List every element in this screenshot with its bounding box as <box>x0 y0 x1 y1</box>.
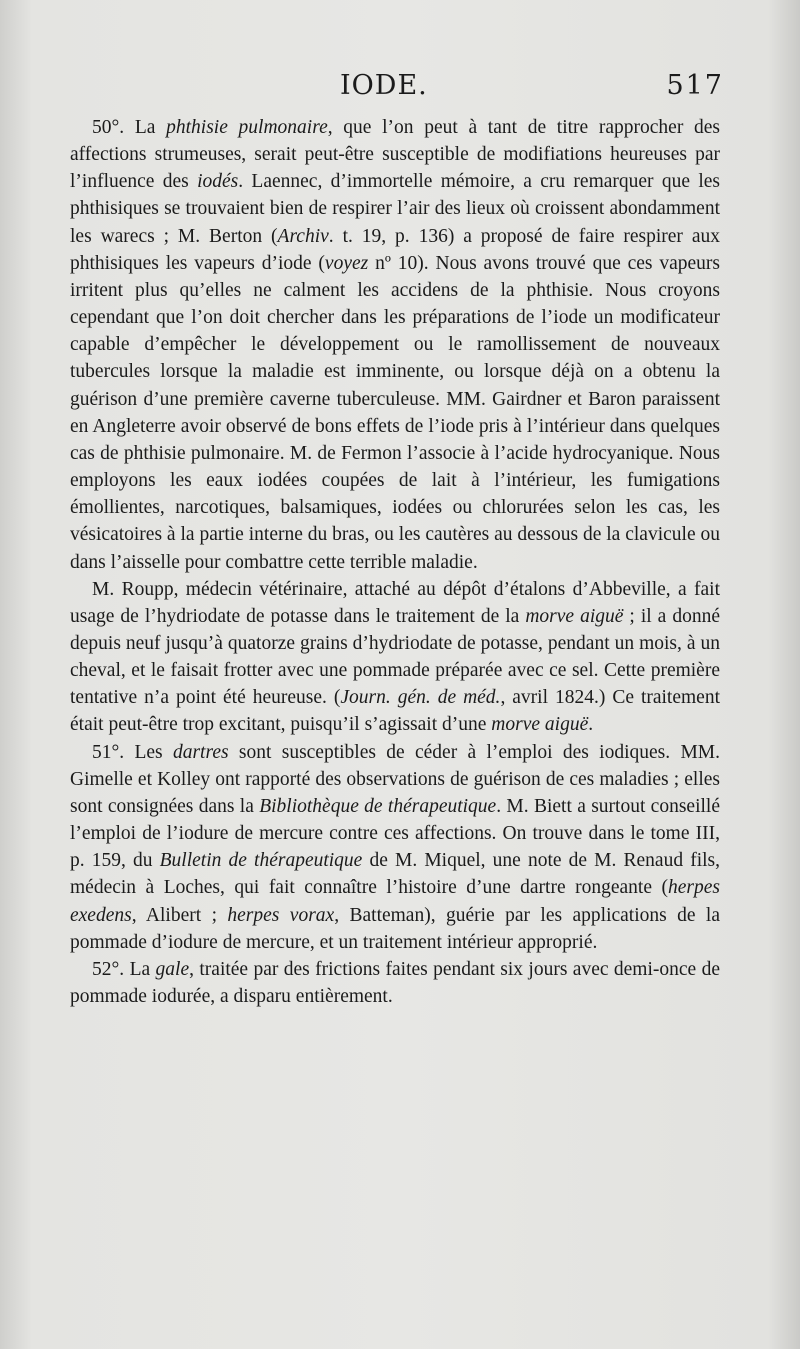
text-run: , Batteman), guérie par les applications de la pommade d’iodure de mercure, et un traitement intérieur approprié. <box>70 904 721 953</box>
text-run: , traitée par des frictions faites pendant six jours avec demi-once de pommade iodurée, a disparu entièrement. <box>70 958 720 1007</box>
running-head <box>0 70 800 106</box>
italic-text: morve aiguë <box>491 714 589 736</box>
running-head-title: IODE. <box>340 70 428 101</box>
italic-text: voyez <box>324 252 369 274</box>
italic-text: Journ. gén. de méd. <box>340 687 501 709</box>
italic-text: Bulletin de thérapeutique <box>159 850 363 872</box>
body-text <box>70 114 720 1010</box>
text-run: . <box>588 714 594 736</box>
text-run: , avril 1824.) Ce traitement était peut-être trop excitant, puisqu’il s’agissait d’une <box>70 687 720 736</box>
italic-text: Bibliothèque de thérapeutique <box>259 795 497 817</box>
paragraph <box>70 956 720 1010</box>
italic-text: dartres <box>172 741 229 763</box>
text-run: . Laennec, d’immortelle mémoire, a cru remarquer que les phthisiques se trouvaient bien de respirer l’air des lieux où croissent abondamment les warecs ; M. Berton ( <box>70 171 720 247</box>
paragraph <box>70 739 720 956</box>
italic-text: morve aiguë <box>525 605 624 627</box>
text-run: nº 10). Nous avons trouvé que ces vapeurs irritent plus qu’elles ne calment les accidens de la phthisie. Nous croyons cependant que l’on doit chercher dans les préparations de l’iode un modificateur capable d’empêcher le développement ou le ramollissement de nouveaux tubercules lorsque la maladie est imminente, ou lorsque déjà on a obtenu la guérison d’une première caverne tuberculeuse. MM. Gairdner et Baron paraissent en Angleterre avoir observé de bons effets de l’iode pris à l’intérieur dans quelques cas de phthisie pulmonaire. M. de Fermon l’associe à l’acide hydrocyanique. Nous employons les eaux iodées coupées de lait à l’intérieur, les fumigations émollientes, narcotiques, balsamiques, iodées ou chlorurées selon les cas, les vésicatoires à la partie interne du bras, ou les cautères au dessous de la clavicule ou dans l’aisselle pour combattre cette terrible maladie. <box>70 252 721 573</box>
text-run: 50°. La <box>92 117 167 138</box>
text-run: . t. 19, p. 136) a proposé de faire respirer aux phthisiques les vapeurs d’iode ( <box>70 225 720 274</box>
paragraph <box>70 114 720 576</box>
text-run: 51°. Les <box>92 741 173 763</box>
text-run: sont susceptibles de céder à l’emploi des iodiques. MM. Gimelle et Kolley ont rapporté des observations de guérison de ces maladies ; elles sont consignées dans la <box>70 741 720 817</box>
text-run: 52°. La <box>92 958 156 980</box>
text-run: , que l’on peut à tant de titre rapprocher des affections strumeuses, serait peut-être susceptible de modifiations heureuses par l’influence des <box>70 117 721 193</box>
text-run: , Alibert ; <box>131 904 228 926</box>
text-run: ; il a donné depuis neuf jusqu’à quatorze grains d’hydriodate de potasse, pendant un mois, à un cheval, et le faisait frotter avec une pommade préparée avec ce sel. Cette première tentative n’a point été heureuse. ( <box>70 605 720 709</box>
italic-text: iodés <box>197 171 239 193</box>
text-run: de M. Miquel, une note de M. Renaud fils, médecin à Loches, qui fait connaître l’histoire d’une dartre rongeante ( <box>70 850 721 899</box>
italic-text: Archiv <box>277 225 329 247</box>
text-run: M. Roupp, médecin vétérinaire, attaché au dépôt d’étalons d’Abbeville, a fait usage de l’hydriodate de potasse dans le traitement de la <box>70 578 720 627</box>
page-number: 517 <box>666 70 724 101</box>
italic-text: herpes vorax <box>227 904 335 926</box>
italic-text: gale <box>155 958 190 980</box>
italic-text: herpes exedens <box>70 877 720 926</box>
text-run: . M. Biett a surtout conseillé l’emploi de l’iodure de mercure contre ces affections. On trouve dans le tome III, p. 159, du <box>70 795 720 872</box>
paragraph <box>70 576 720 739</box>
italic-text: phthisie pulmonaire <box>166 117 328 138</box>
